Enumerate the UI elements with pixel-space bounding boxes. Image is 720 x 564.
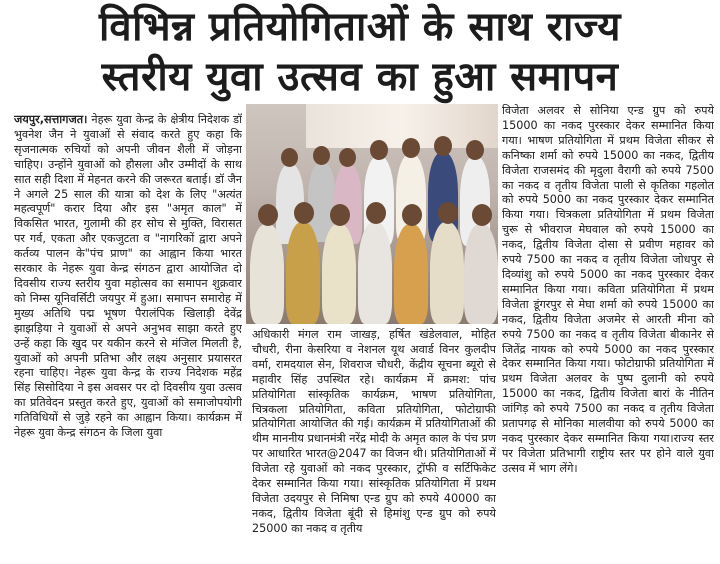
photo-figure-head bbox=[294, 202, 314, 224]
photo-figure bbox=[430, 222, 464, 324]
photo-figure bbox=[286, 222, 320, 324]
photo-figure-head bbox=[466, 140, 484, 160]
photo-figure-head bbox=[330, 204, 350, 226]
column-1-text: नेहरू युवा केन्द्र के क्षेत्रीय निदेशक डॉ भुवनेश जैन ने युवाओं से संवाद करते हुए कहा कि सृजनात्मक रुचियों को अपनी जीवन शैली में जोड़ना चाहिए। उन्होंने युवाओं को हौसला और उम्मीदों के साथ सात सही दिशा में मेहनत करने की जरूरत बताई। डॉ जैन ने अगले 25 साल की यात्रा को देश के लिए "अत्यंत महत्वपूर्ण" करार दिया और इस "अमृत काल" में विकसित भारत, गुलामी की हर सोच से मुक्ति, विरासत पर गर्व, एकता और एकजुटता व "नागरिकों द्वारा अपने कर्तव्य पालन के"पंच प्राण" का आह्वान किया भारत सरकार के नेहरू युवा केन्द्र संगठन द्वारा आयोजित दो दिवसीय राज्य स्तरीय युवा महोत्सव का समापन शुक्रवार को निम्स यूनिवर्सिटी जयपुर में हुआ। समापन समारोह में मुख्य अतिथि पद्म भूषण पैरालंपिक खिलाड़ी देवेंद्र झाझड़िया ने युवाओं से अपने अनुभव साझा करते हुए उन्हें कहा कि खुद पर यकीन करने से मंजिल मिलती है, युवाओं को अपनी प्रतिभा और लक्ष्य अनुसार प्रयासरत रहना चाहिए। नेहरू युवा केन्द्र के राज्य निदेशक महेंद्र सिंह सिसोदिया ने इस अवसर पर दो दिवसीय युवा उत्सव का प्रतिवेदन प्रस्तुत करते हुए, युवाओं को समाजोपयोगी गतिविधियों से जुड़े रहने का आह्वान किया। कार्यक्रम में नेहरू युवा केन्द्र संगठन के जिला युवा bbox=[14, 113, 242, 440]
headline bbox=[0, 0, 720, 104]
photo-figure-head bbox=[434, 136, 452, 156]
photo-figure-head bbox=[438, 202, 458, 224]
column-3-text: विजेता अलवर से सोनिया एन्ड ग्रुप को रुपये 15000 का नकद पुरस्कार देकर सम्मानित किया गया। भाषण प्रतियोगिता में प्रथम विजेता सीकर से कनिष्का शर्मा को रुपये 15000 का नकद, द्वितीय विजेता राजसमंद की मृदुला वैरागी को रुपये 7500 का नकद व तृतीय विजेता पाली से कृतिका गहलोत को रुपये 5000 का नकद पुरस्कार देकर सम्मानित किया गया। चित्रकला प्रतियोगिता में प्रथम विजेता चुरू से भीवराज मेघवाल को रुपये 15000 का नकद, द्वितीय विजेता दोसा से प्रवीण महावर को रुपये 7500 का नकद व तृतीय विजेता जोधपुर से दिव्यांशु को रुपये 5000 का नकद पुरस्कार देकर सम्मानित किया गया। कविता प्रतियोगिता में प्रथम विजेता डूंगरपुर से मेघा शर्मा को रुपये 15000 का नकद, द्वितीय विजेता अजमेर से आरती मीना को रुपये 7500 का नकद व तृतीय विजेता बीकानेर से जितेंद्र नायक को रुपये 5000 का नकद पुरस्कार देकर सम्मानित किया गया। फोटोग्राफी प्रतियोगिता में प्रथम विजेता अलवर के पुष्प दुलानी को रुपये 15000 का नकद, द्वितीय विजेता बारां के नीतिन जांगिड़ को रुपये 7500 का नकद व तृतीय विजेता प्रतापगढ़ से मोनिका मालवीया को रुपये 5000 का नकद पुरस्कार देकर सम्मानित किया गया।राज्य स्तर पर विजेता प्रतिभागी राष्ट्रीय स्तर पर होने वाले युवा उत्सव में भाग लेंगे। bbox=[502, 104, 714, 475]
photo-figure-head bbox=[258, 204, 278, 226]
photo-figure-head bbox=[366, 202, 386, 224]
article-column-3 bbox=[502, 104, 714, 554]
photo-figure-head bbox=[370, 140, 388, 160]
photo-figure bbox=[394, 224, 428, 324]
photo-figure bbox=[464, 224, 498, 324]
photo-figure-head bbox=[472, 204, 492, 226]
event-photo bbox=[246, 104, 498, 324]
photo-figure bbox=[322, 224, 356, 324]
photo-figure bbox=[358, 222, 392, 324]
article-column-1 bbox=[14, 113, 242, 553]
photo-figure bbox=[250, 224, 284, 324]
photo-figure-head bbox=[281, 148, 298, 167]
dateline: जयपुर,सत्तागजत। bbox=[14, 113, 88, 126]
photo-figure-head bbox=[313, 146, 330, 165]
headline-line-2: स्तरीय युवा उत्सव का हुआ समापन bbox=[101, 54, 619, 100]
photo-figure-head bbox=[402, 204, 422, 226]
column-2-text: अधिकारी मंगल राम जाखड़, हर्षित खंडेलवाल, मोहित चौधरी, रीना केसरिया व नेशनल यूथ अवार्ड विनर कुलदीप वर्मा, रामदयाल सेन, शिवराज चौधरी, केंद्रीय सूचना ब्यूरो से महावीर सिंह उपस्थित रहे। कार्यक्रम में क्रमश: पांच प्रतियोगिता सांस्कृतिक कार्यक्रम, भाषण प्रतियोगिता, चित्रकला प्रतियोगिता, कविता प्रतियोगिता, फोटोग्राफी प्रतियोगिता आयोजित की गई। कार्यक्रम में प्रतियोगिताओं की थीम माननीय प्रधानमंत्री नरेंद्र मोदी के अमृत काल के पंच प्रण पर आधारित भारत@2047 का विजन थी। प्रतियोगिताओं में विजेता रहे युवाओं को नकद पुरस्कार, ट्रॉफी व सर्टिफिकेट देकर सम्मानित किया गया। सांस्कृतिक प्रतियोगिता में प्रथम विजेता उदयपुर से निमिषा एन्ड ग्रुप को रुपये 40000 का नकद, द्वितीय विजेता बूंदी से हिमांशु एन्ड ग्रुप को रुपये 25000 का नकद व तृतीय bbox=[252, 328, 496, 535]
headline-line-1: विभिन्न प्रतियोगिताओं के साथ राज्य bbox=[99, 4, 621, 50]
photo-figure-head bbox=[402, 138, 420, 158]
photo-figure-head bbox=[339, 148, 356, 167]
article-column-2 bbox=[252, 328, 496, 554]
